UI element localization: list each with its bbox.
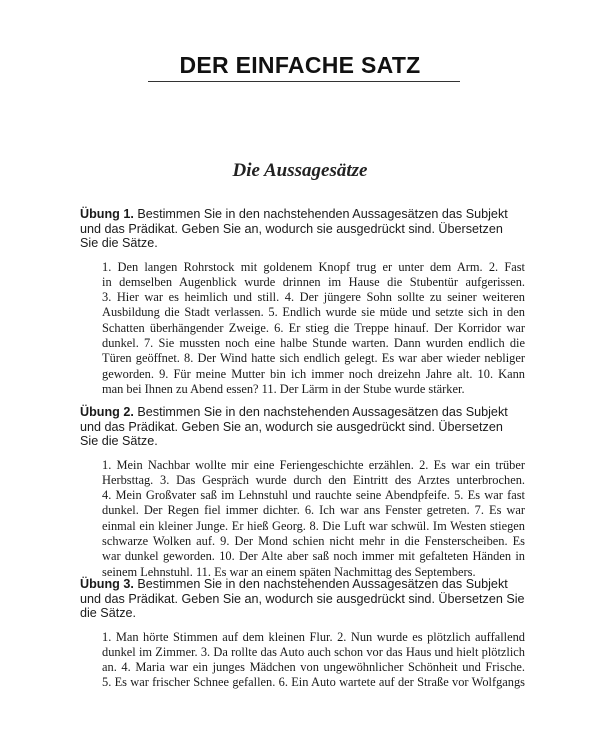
chapter-title: DER EINFACHE SATZ — [179, 52, 421, 78]
exercise-sentences — [102, 260, 525, 398]
text-line: 1. Mein Nachbar wollte mir eine Feriengeschichte erzählen. 2. Es war ein trüber — [102, 457, 525, 472]
text-line: Herbsttag. 3. Das Gespräch wurde durch den Eintritt des Arztes unterbrochen. — [102, 472, 525, 487]
instruction-line: und das Prädikat. Geben Sie an, wodurch sie ausgedrückt sind. Übersetzen Sie — [80, 591, 525, 606]
instruction-line: und das Prädikat. Geben Sie an, wodurch sie ausgedrückt sind. Übersetzen — [80, 221, 503, 236]
exercise-3 — [80, 577, 525, 691]
text-line: an. 4. Maria war ein junges Mädchen von ungewöhnlicher Schönheit und Frische. — [102, 660, 525, 675]
text-line: 1. Den langen Rohrstock mit goldenem Knopf trug er unter dem Arm. 2. Fast — [102, 259, 525, 274]
text-line: war dunkel geworden. 10. Der Alte aber saß noch immer mit gefalteten Händen in — [102, 549, 525, 564]
instruction-line: Bestimmen Sie in den nachstehenden Aussagesätzen das Subjekt — [137, 577, 508, 591]
instruction-line: Sie die Sätze. — [80, 434, 158, 448]
text-line: man bei Ihnen zu Abend essen? 11. Der Lärm in der Stube wurde stärker. — [102, 381, 465, 396]
text-line: seinem Lehnstuhl. 11. Es war an einem späten Nachmittag des Septembers. — [102, 564, 476, 579]
exercise-sentences — [102, 630, 525, 691]
exercise-sentences — [102, 458, 525, 580]
text-line: in demselben Augenblick wurde drinnen im Hause die Stubentür aufgerissen. — [102, 274, 525, 289]
text-line: 4. Mein Großvater saß im Lehnstuhl und rauchte seine Abendpfeife. 5. Es war fast — [102, 488, 525, 503]
instruction-line: Bestimmen Sie in den nachstehenden Aussagesätzen das Subjekt — [137, 207, 508, 221]
section-heading: Die Aussagesätze — [232, 160, 368, 181]
text-line: Ausbildung die Stadt verlassen. 5. Endlich wurde sie müde und setzte sich in den — [102, 305, 525, 320]
text-line: einmal ein kleiner Junge. Er hieß Georg. 8. Die Luft war schwül. Im Westen stiegen — [102, 518, 525, 533]
instruction-line: die Sätze. — [80, 606, 137, 620]
text-line: schwarze Wolken auf. 9. Der Mond schien nicht mehr in die Fensterscheiben. Es — [102, 533, 525, 548]
text-line: 5. Es war frischer Schnee gefallen. 6. Ein Auto wartete auf der Straße vor Wolfgangs — [102, 675, 525, 690]
text-line: geworden. 9. Für meine Mutter bin ich immer noch dreizehn Jahre alt. 10. Kann — [102, 366, 525, 381]
text-line: 1. Man hörte Stimmen auf dem kleinen Flur. 2. Nun wurde es plötzlich auffallend — [102, 629, 525, 644]
title-underline — [148, 81, 460, 82]
text-line: dunkel im Zimmer. 3. Da rollte das Auto auch schon vor das Haus und hielt plötzlich — [102, 644, 525, 659]
text-line: Türen geöffnet. 8. Der Wind hatte sich endlich gelegt. Es war aber wieder nebliger — [102, 351, 525, 366]
text-line: 3. Hier war es heimlich und still. 4. Der jüngere Sohn sollte zu seiner weiteren — [102, 290, 525, 305]
text-line: dunkel. Der Regen fiel immer dichter. 6. Ich war ans Fenster getreten. 7. Es war — [102, 503, 525, 518]
exercise-2 — [80, 405, 525, 580]
exercise-1 — [80, 207, 525, 397]
exercise-label: Übung 1. — [80, 207, 134, 221]
exercise-instruction — [80, 577, 525, 621]
exercise-label: Übung 2. — [80, 405, 134, 419]
exercise-instruction — [80, 207, 525, 251]
text-line: dunkel. 7. Sie mussten noch eine halbe Stunde warten. Dann wurden endlich die — [102, 335, 525, 350]
exercise-instruction — [80, 405, 525, 449]
text-line: Schatten überhängender Zweige. 6. Er stieg die Treppe hinauf. Der Korridor war — [102, 320, 525, 335]
instruction-line: Bestimmen Sie in den nachstehenden Aussagesätzen das Subjekt — [137, 405, 508, 419]
instruction-line: Sie die Sätze. — [80, 236, 158, 250]
instruction-line: und das Prädikat. Geben Sie an, wodurch sie ausgedrückt sind. Übersetzen — [80, 419, 503, 434]
exercise-label: Übung 3. — [80, 577, 134, 591]
